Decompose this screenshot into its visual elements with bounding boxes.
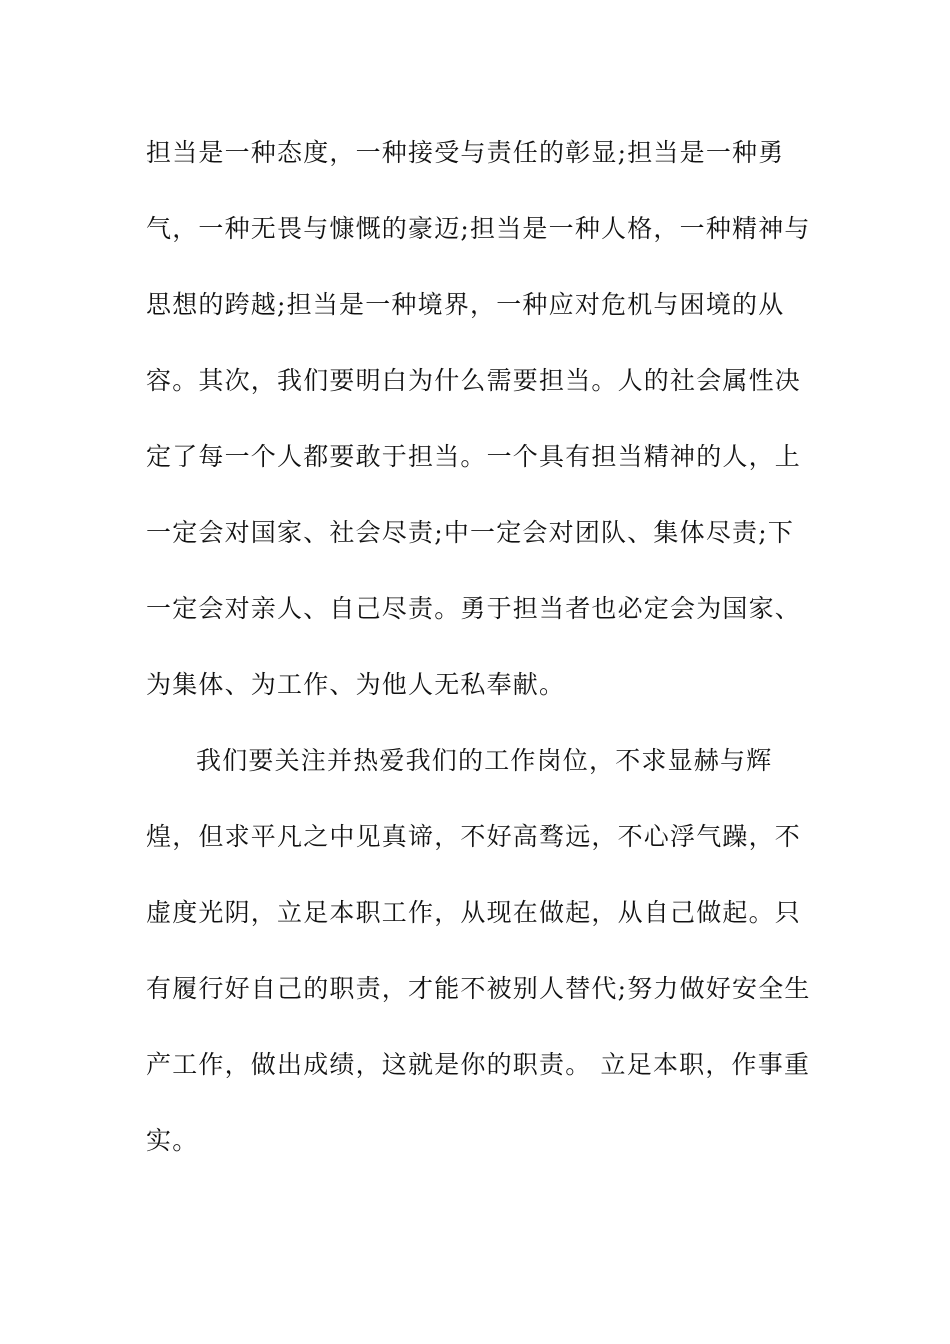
text-line: 我们要关注并热爱我们的工作岗位，不求显赫与辉	[196, 746, 773, 775]
text-line: 定了每一个人都要敢于担当。一个具有担当精神的人，上	[146, 442, 802, 471]
text-line: 产工作，做出成绩，这就是你的职责。 立足本职，作事重	[146, 1050, 811, 1079]
paragraph-2	[146, 738, 811, 1194]
text-line: 为集体、为工作、为他人无私奉献。	[146, 670, 566, 699]
text-line: 一定会对亲人、自己尽责。勇于担当者也必定会为国家、	[146, 594, 802, 623]
paragraph-1	[146, 130, 811, 738]
text-line: 有履行好自己的职责，才能不被别人替代;努力做好安全生	[146, 974, 811, 1003]
text-line: 容。其次，我们要明白为什么需要担当。人的社会属性决	[146, 366, 802, 395]
text-line: 担当是一种态度，一种接受与责任的彰显;担当是一种勇	[146, 138, 785, 167]
text-line: 煌，但求平凡之中见真谛，不好高骛远，不心浮气躁，不	[146, 822, 802, 851]
text-line: 实。	[146, 1126, 199, 1155]
text-line: 虚度光阴，立足本职工作，从现在做起，从自己做起。只	[146, 898, 802, 927]
text-line: 气，一种无畏与慷慨的豪迈;担当是一种人格，一种精神与	[146, 214, 811, 243]
text-line: 思想的跨越;担当是一种境界，一种应对危机与困境的从	[146, 290, 785, 319]
document-body	[146, 130, 811, 1194]
text-line: 一定会对国家、社会尽责;中一定会对团队、集体尽责;下	[146, 518, 795, 547]
